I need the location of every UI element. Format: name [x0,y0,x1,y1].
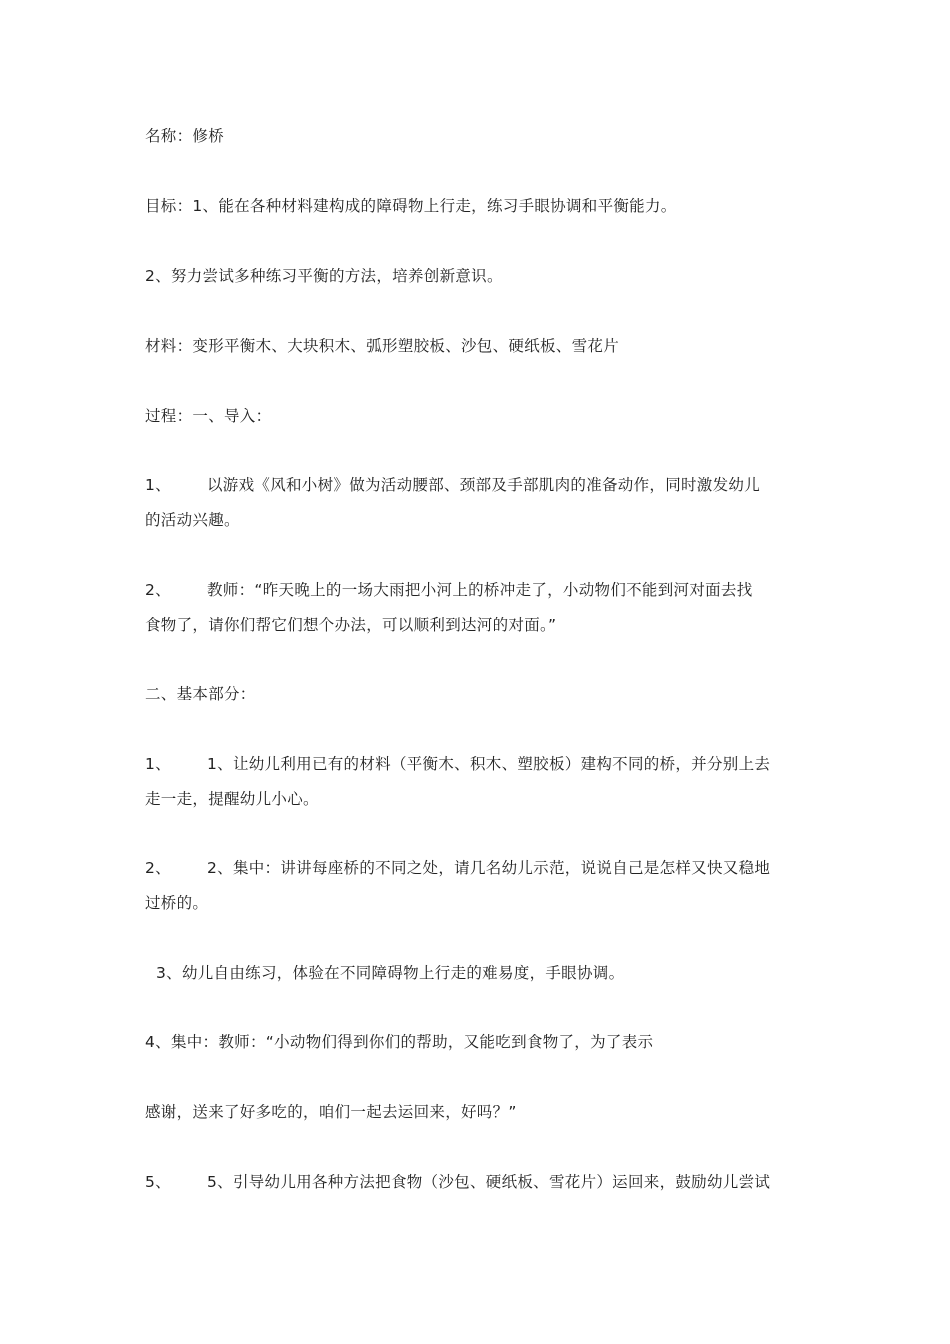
goal-line-2: 2、努力尝试多种练习平衡的方法，培养创新意识。 [145,267,503,285]
intro-item-2 [145,580,753,600]
item-4-line-2: 感谢，送来了好多吃的，咱们一起去运回来，好吗？” [145,1103,517,1121]
materials-line: 材料：变形平衡木、大块积木、弧形塑胶板、沙包、硬纸板、雪花片 [145,337,620,355]
basic-item-1-number: 1、 [145,755,171,773]
intro-item-1-continuation: 的活动兴趣。 [145,511,240,529]
intro-item-1-text: 以游戏《风和小树》做为活动腰部、颈部及手部肌肉的准备动作，同时激发幼儿 [207,476,761,494]
basic-item-1 [145,754,770,774]
basic-item-2-text: 2、集中：讲讲每座桥的不同之处，请几名幼儿示范，说说自己是怎样又快又稳地 [207,859,771,877]
basic-item-1-text: 1、让幼儿利用已有的材料（平衡木、积木、塑胶板）建构不同的桥，并分别上去 [207,755,771,773]
basic-item-2-continuation: 过桥的。 [145,894,209,912]
basic-item-1-continuation: 走一走，提醒幼儿小心。 [145,790,319,808]
item-5 [145,1172,770,1192]
intro-item-2-number: 2、 [145,581,171,599]
basic-item-2-number: 2、 [145,859,171,877]
item-4-line-1: 4、集中：教师：“小动物们得到你们的帮助，又能吃到食物了，为了表示 [145,1033,654,1051]
basic-heading: 二、基本部分： [145,685,256,703]
activity-name: 名称：修桥 [145,127,225,145]
basic-item-2 [145,858,770,878]
process-heading: 过程：一、导入： [145,407,272,425]
item-5-text: 5、引导幼儿用各种方法把食物（沙包、硬纸板、雪花片）运回来，鼓励幼儿尝试 [207,1173,771,1191]
intro-item-1 [145,475,760,495]
item-3: 3、幼儿自由练习，体验在不同障碍物上行走的难易度，手眼协调。 [156,964,625,982]
intro-item-2-text: 教师：“昨天晚上的一场大雨把小河上的桥冲走了，小动物们不能到河对面去找 [207,581,753,599]
item-5-number: 5、 [145,1173,171,1191]
intro-item-1-number: 1、 [145,476,171,494]
goal-line-1: 目标：1、能在各种材料建构成的障碍物上行走，练习手眼协调和平衡能力。 [145,197,677,215]
intro-item-2-continuation: 食物了，请你们帮它们想个办法，可以顺利到达河的对面。” [145,616,557,634]
